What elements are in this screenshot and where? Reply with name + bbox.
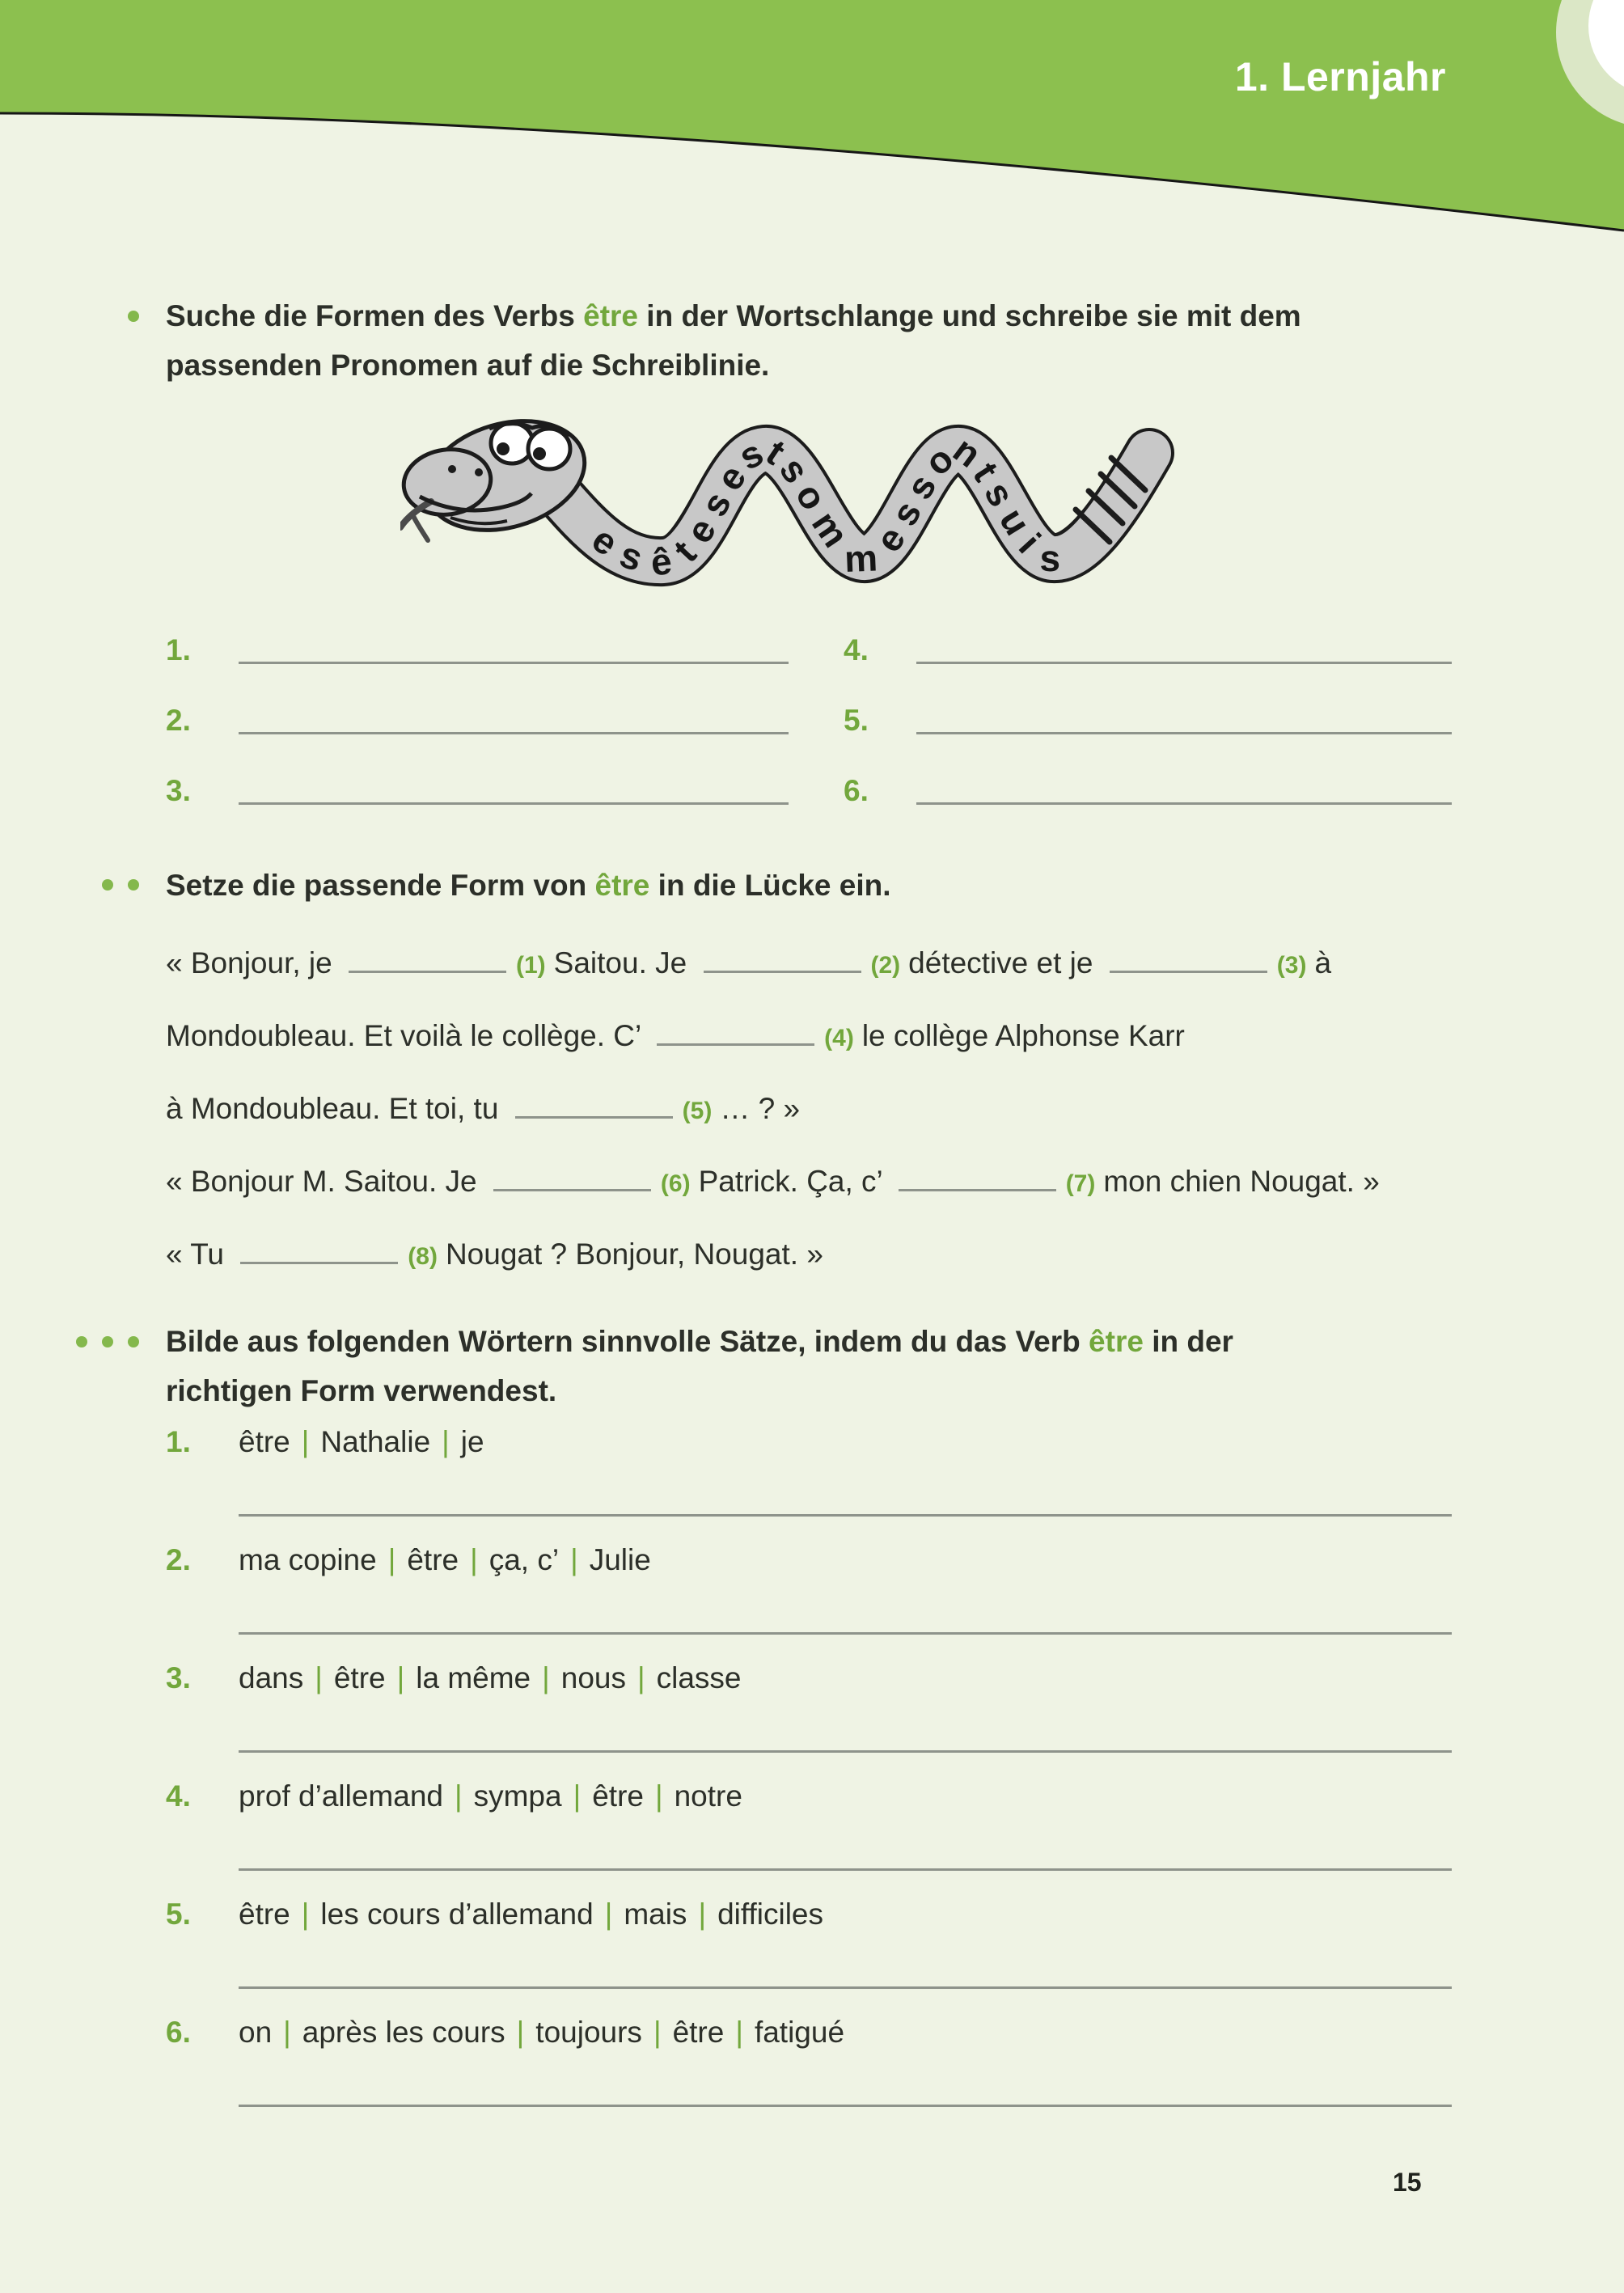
- item-word: être: [333, 1661, 386, 1694]
- item-number: 4.: [166, 1779, 191, 1813]
- word-separator: |: [301, 1425, 310, 1458]
- blank-number: (2): [870, 952, 901, 979]
- word-separator: |: [454, 1779, 463, 1813]
- sentence-item: [166, 1543, 1452, 1661]
- dialogue-block: [166, 927, 1460, 1291]
- snake-letters: esêtesestsommessontsuis: [584, 427, 1069, 584]
- item-words: [239, 1425, 484, 1459]
- dialogue-line: [166, 927, 1460, 1000]
- dialogue-line: [166, 1145, 1460, 1218]
- fill-blank: [657, 1008, 814, 1046]
- fill-blank: [899, 1153, 1056, 1191]
- word-separator: |: [653, 2016, 662, 2049]
- item-words: [239, 2016, 844, 2050]
- word-separator: |: [654, 1779, 663, 1813]
- word-separator: |: [301, 1897, 310, 1931]
- snake-nostril: [475, 468, 483, 476]
- word-separator: |: [570, 1543, 578, 1576]
- word-separator: |: [396, 1661, 405, 1694]
- write-line-number: 5.: [844, 704, 869, 737]
- answer-line: [239, 1632, 1452, 1635]
- item-word: la même: [416, 1661, 531, 1694]
- write-line: [239, 802, 789, 805]
- item-words: [239, 1779, 742, 1813]
- sentence-item: [166, 1897, 1452, 2016]
- word-separator: |: [698, 1897, 707, 1931]
- answer-line: [239, 1514, 1452, 1517]
- heading-text: Suche die Formen des Verbs: [166, 299, 575, 332]
- difficulty-dots-2: [78, 879, 139, 891]
- blank-number: (7): [1065, 1170, 1096, 1197]
- etre-highlight: être: [583, 299, 639, 332]
- word-snake-illustration: [400, 403, 1193, 605]
- fill-blank: [515, 1081, 673, 1119]
- item-number: 1.: [166, 1425, 191, 1458]
- dialogue-line: [166, 1000, 1460, 1072]
- write-line: [916, 732, 1452, 734]
- sentence-item: [166, 2016, 1452, 2134]
- answer-line: [239, 1868, 1452, 1871]
- item-word: Nathalie: [320, 1425, 431, 1458]
- write-line-number: 1.: [166, 633, 191, 666]
- write-line-row: [166, 741, 789, 811]
- sentence-item: [166, 1779, 1452, 1897]
- item-word: ma copine: [239, 1543, 377, 1576]
- difficulty-dot: [102, 879, 113, 891]
- heading-text: passenden Pronomen auf die Schreiblinie.: [166, 349, 770, 382]
- dialogue-line: [166, 1072, 1460, 1145]
- heading-text: Bilde aus folgenden Wörtern sinnvolle Sätze, indem du das Verb: [166, 1325, 1081, 1358]
- item-word: je: [460, 1425, 484, 1458]
- dialogue-text: détective et je: [908, 946, 1102, 979]
- item-word: mais: [624, 1897, 687, 1931]
- word-separator: |: [637, 1661, 645, 1694]
- dialogue-text: … ? »: [720, 1092, 801, 1125]
- exercise1-heading: [166, 291, 1347, 390]
- dialogue-text: le collège Alphonse Karr: [861, 1019, 1185, 1052]
- item-number: 5.: [166, 1897, 191, 1931]
- dialogue-text: à Mondoubleau. Et toi, tu: [166, 1092, 507, 1125]
- exercise2-heading: [166, 861, 1347, 910]
- fill-blank: [1110, 935, 1267, 973]
- etre-highlight: être: [594, 869, 650, 902]
- etre-highlight: être: [1089, 1325, 1144, 1358]
- page-number: 15: [1393, 2168, 1422, 2197]
- write-line: [916, 802, 1452, 805]
- difficulty-dot: [102, 1336, 113, 1347]
- blank-number: (3): [1276, 952, 1307, 979]
- item-word: classe: [656, 1661, 742, 1694]
- write-line-row: [844, 600, 1452, 671]
- exercise3-heading: [166, 1317, 1347, 1415]
- item-word: sympa: [473, 1779, 562, 1813]
- item-words: [239, 1543, 651, 1577]
- item-word: être: [407, 1543, 459, 1576]
- dialogue-text: mon chien Nougat. »: [1103, 1165, 1380, 1198]
- answer-line: [239, 2105, 1452, 2107]
- dialogue-text: « Tu: [166, 1237, 233, 1271]
- item-number: 3.: [166, 1661, 191, 1694]
- item-word: on: [239, 2016, 273, 2049]
- dialogue-line: [166, 1218, 1460, 1291]
- heading-text: in der Wortschlange und schreibe sie mit dem: [646, 299, 1301, 332]
- write-line: [239, 732, 789, 734]
- fill-blank: [349, 935, 506, 973]
- item-word: notre: [674, 1779, 742, 1813]
- item-number: 6.: [166, 2016, 191, 2049]
- dialogue-text: Saitou. Je: [553, 946, 696, 979]
- write-line: [239, 662, 789, 664]
- word-separator: |: [542, 1661, 550, 1694]
- blank-number: (1): [515, 952, 546, 979]
- heading-text: richtigen Form verwendest.: [166, 1374, 557, 1407]
- word-separator: |: [442, 1425, 450, 1458]
- item-word: Julie: [589, 1543, 651, 1576]
- fill-blank: [240, 1226, 398, 1264]
- item-word: difficiles: [717, 1897, 823, 1931]
- word-separator: |: [283, 2016, 291, 2049]
- write-line-number: 2.: [166, 704, 191, 737]
- item-word: ça, c’: [488, 1543, 560, 1576]
- word-separator: |: [573, 1779, 582, 1813]
- difficulty-dots-1: [78, 311, 139, 322]
- item-word: être: [592, 1779, 644, 1813]
- write-lines-grid: [166, 600, 1452, 811]
- item-words: [239, 1661, 742, 1695]
- blank-number: (4): [824, 1025, 854, 1051]
- write-line-row: [844, 741, 1452, 811]
- dialogue-text: Patrick. Ça, c’: [698, 1165, 890, 1198]
- page-title: 1. Lernjahr: [1234, 54, 1446, 99]
- header-band-shape: [0, 0, 1624, 231]
- write-line-row: [844, 671, 1452, 741]
- blank-number: (5): [682, 1098, 713, 1124]
- word-separator: |: [735, 2016, 743, 2049]
- difficulty-dot: [128, 1336, 139, 1347]
- word-separator: |: [387, 1543, 396, 1576]
- word-separator: |: [470, 1543, 478, 1576]
- word-separator: |: [315, 1661, 323, 1694]
- item-word: être: [239, 1897, 290, 1931]
- item-word: nous: [560, 1661, 626, 1694]
- item-word: après les cours: [302, 2016, 505, 2049]
- dialogue-text: « Bonjour, je: [166, 946, 340, 979]
- dialogue-text: « Bonjour M. Saitou. Je: [166, 1165, 485, 1198]
- heading-text: Setze die passende Form von: [166, 869, 587, 902]
- dialogue-text: à: [1314, 946, 1332, 979]
- sentence-item: [166, 1425, 1452, 1543]
- snake-nostril: [448, 465, 456, 473]
- item-word: les cours d’allemand: [320, 1897, 594, 1931]
- word-separator: |: [516, 2016, 525, 2049]
- answer-line: [239, 1986, 1452, 1989]
- item-word: dans: [239, 1661, 304, 1694]
- write-line-number: 6.: [844, 774, 869, 807]
- item-word: fatigué: [754, 2016, 845, 2049]
- sentence-items: [166, 1425, 1452, 2134]
- difficulty-dot: [76, 1336, 87, 1347]
- heading-text: in die Lücke ein.: [658, 869, 891, 902]
- fill-blank: [493, 1153, 651, 1191]
- write-line: [916, 662, 1452, 664]
- difficulty-dots-3: [78, 1336, 139, 1347]
- item-words: [239, 1897, 823, 1931]
- blank-number: (8): [408, 1243, 438, 1270]
- item-word: être: [672, 2016, 725, 2049]
- write-line-row: [166, 600, 789, 671]
- difficulty-dot: [128, 879, 139, 891]
- item-word: toujours: [535, 2016, 642, 2049]
- fill-blank: [704, 935, 861, 973]
- write-line-number: 4.: [844, 633, 869, 666]
- answer-line: [239, 1750, 1452, 1753]
- item-number: 2.: [166, 1543, 191, 1576]
- header-band: [0, 0, 1624, 259]
- word-separator: |: [604, 1897, 613, 1931]
- write-line-number: 3.: [166, 774, 191, 807]
- item-word: être: [239, 1425, 290, 1458]
- write-line-row: [166, 671, 789, 741]
- heading-text: in der: [1152, 1325, 1233, 1358]
- item-word: prof d’allemand: [239, 1779, 443, 1813]
- difficulty-dot: [128, 311, 139, 322]
- dialogue-text: Mondoubleau. Et voilà le collège. C’: [166, 1019, 649, 1052]
- sentence-item: [166, 1661, 1452, 1779]
- dialogue-text: Nougat ? Bonjour, Nougat. »: [445, 1237, 823, 1271]
- blank-number: (6): [660, 1170, 691, 1197]
